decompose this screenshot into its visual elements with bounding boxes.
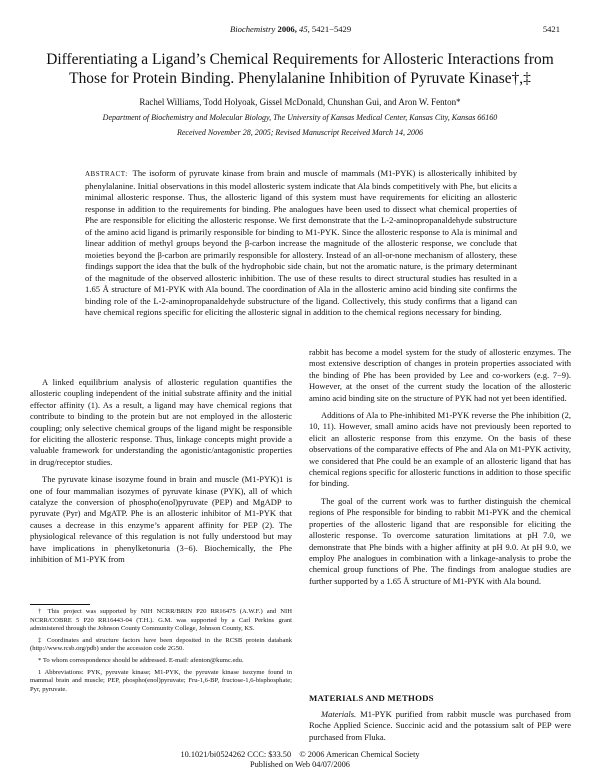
journal-citation: Biochemistry 2006, 45, 5421−5429 (230, 24, 352, 34)
paragraph: The goal of the current work was to further distinguish the chemical regions of Phe responsible for binding to rabbit M1-PYK and the chemical properties of the allosteric ligand that are responsible for eliciting the allosteric response. To overcome saturation limitations at pH 7.0, we demonstrate that Phe binds with a higher affinity at pH 9.0. At pH 9.0, we employ Phe analogues in combination with a linkage-analysis to probe the chemical group functions of Phe. The findings from analogue studies are further supported by a 1.65 Å structure of M1-PYK with Ala bound. (309, 495, 571, 586)
footnote-abbreviations: 1 Abbreviations: PYK, pyruvate kinase; M1-PYK, the pyruvate kinase isozyme found in mammal brain and muscle; PEP, phospho(enol)pyruvate; Fru-1,6-BP, fructose-1,6-bisphosphate; Pyr, pyruvate. (30, 668, 292, 693)
footnotes (30, 608, 292, 697)
page-footer (0, 750, 600, 770)
affiliation: Department of Biochemistry and Molecular Biology, The University of Kansas Medical Center, Kansas City, Kansas 66160 (102, 113, 498, 122)
abstract-label: ABSTRACT: (85, 170, 128, 178)
abstract-text: The isoform of pyruvate kinase from brain and muscle of mammals (M1-PYK) is allosterically inhibited by phenylalanine. Initial observations in this model allosteric system indicate that Ala binds competitively with Phe, but elicits a minimal allosteric response. Thus, the allosteric ligand of this system must have requirements for eliciting an allosteric response in addition to the requirements for binding. Phe analogues have been used to dissect what chemical properties of Phe are responsible for eliciting the allosteric response. We first demonstrate that the L-2-aminopropanaldehyde substructure of the amino acid ligand is primarily responsible for binding to M1-PYK. Since the allosteric response to Ala is minimal and linear addition of methyl groups beyond the β-carbon increase the magnitude of the allosteric response, we conclude that moieties beyond the β-carbon are primarily responsible for allostery. Instead of an all-or-none mechanism of allostery, these findings support the idea that the bulk of the hydrophobic side chain, but not the aromatic nature, is the primary determinant of the magnitude of the observed allosteric inhibition. The use of these results to direct structural studies has resulted in a 1.65 Å structure of M1-PYK with Ala bound. The coordination of Ala in the allosteric amino acid binding site confirms the binding role of the L-2-aminopropanaldehyde substructure of the ligand. Collectively, this study confirms that a ligand can have chemical regions specific for eliciting the allosteric signal in addition to the chemical regions necessary for binding. (85, 168, 517, 317)
methods-text: M1-PYK purified from rabbit muscle was purchased from Roche Applied Science. Succinic acid and the potassium salt of PEP were purchased from Fluka. (309, 709, 571, 742)
publication-date: Published on Web 04/07/2006 (250, 760, 350, 769)
section-heading: MATERIALS AND METHODS (309, 693, 434, 703)
footnote-funding: † This project was supported by NIH NCRR/BRIN P20 RR16475 (A.W.F.) and NIH NCRR/COBRE 5 P20 RR16443-04 (T.H.). G.M. was supported by a Carl Perkins grant administered through the Johnson County Community College, Johnson County, KS. (30, 608, 292, 633)
page-number: 5421 (542, 24, 560, 34)
footnote-correspondence: * To whom correspondence should be addressed. E-mail: afenton@kumc.edu. (38, 656, 244, 664)
paragraph: A linked equilibrium analysis of allosteric regulation quantifies the allosteric coupling independent of the initial substrate affinity and the initial effector affinity (1). As a result, a ligand may have chemical regions that contribute to binding to the protein but are not employed in the allosteric coupling; only selective chemical groups of the ligand might be responsible for eliciting the allosteric response. Thus, linkage concepts might provide a valuable framework for understanding the agonistic/antagonistic properties in drug/receptor studies. (30, 377, 292, 467)
body-column-right (309, 347, 571, 587)
author-list: Rachel Williams, Todd Holyoak, Gissel McDonald, Chunshan Gui, and Aron W. Fenton* (139, 97, 461, 107)
article-title: Differentiating a Ligand’s Chemical Requirements for Allosteric Interactions from Those for Protein Binding. Phenylalanine Inhibition of Pyruvate Kinase†,‡ (46, 51, 554, 87)
paragraph: Additions of Ala to Phe-inhibited M1-PYK reverse the Phe inhibition (2, 10, 11). However, small amino acids have not previously been reported to elicit an allosteric response from this enzyme. On the basis of these observations of the comparative effects of Phe and Ala on M1-PYK activity, we considered that Phe could be an example of an allosteric ligand that has chemical regions specific for allosteric functions in addition to those specific for binding. (309, 410, 571, 489)
paragraph: The pyruvate kinase isozyme found in brain and muscle (M1-PYK)1 is one of four mammalian isozymes of pyruvate kinase (PYK), all of which catalyze the conversion of phospho(enol)pyruvate (PEP) and MgADP to pyruvate (Pyr) and MgATP. Phe is an allosteric inhibitor of M1-PYK that causes a decrease in this enzyme’s apparent affinity for PEP (2). The physiological relevance of this regulation is not fully understood but may have implications in phenylketonuria (3−6). Biochemically, the Phe inhibition of M1-PYK from (30, 474, 292, 565)
doi-copyright: 10.1021/bi0524262 CCC: $33.50 © 2006 American Chemical Society (180, 750, 420, 759)
footnote-divider (30, 604, 90, 605)
abstract (85, 168, 517, 319)
paragraph: rabbit has become a model system for the study of allosteric enzymes. The most extensive description of changes in protein properties associated with the binding of Phe has been provided by Lee and co-workers (e.g. 7−9). However, at the onset of the current study the location of the allosteric amino acid binding site on the structure of PYK had not yet been identified. (309, 347, 571, 403)
methods-paragraph (309, 709, 571, 743)
footnote-coordinates: ‡ Coordinates and structure factors have been deposited in the RCSB protein databank (http://www.rcsb.org/pdb) under the accession code 2G50. (30, 636, 292, 653)
body-column-left (30, 377, 292, 566)
methods-lead: Materials. (321, 709, 357, 719)
received-dates: Received November 28, 2005; Revised Manuscript Received March 14, 2006 (176, 128, 424, 137)
running-head (0, 24, 600, 38)
